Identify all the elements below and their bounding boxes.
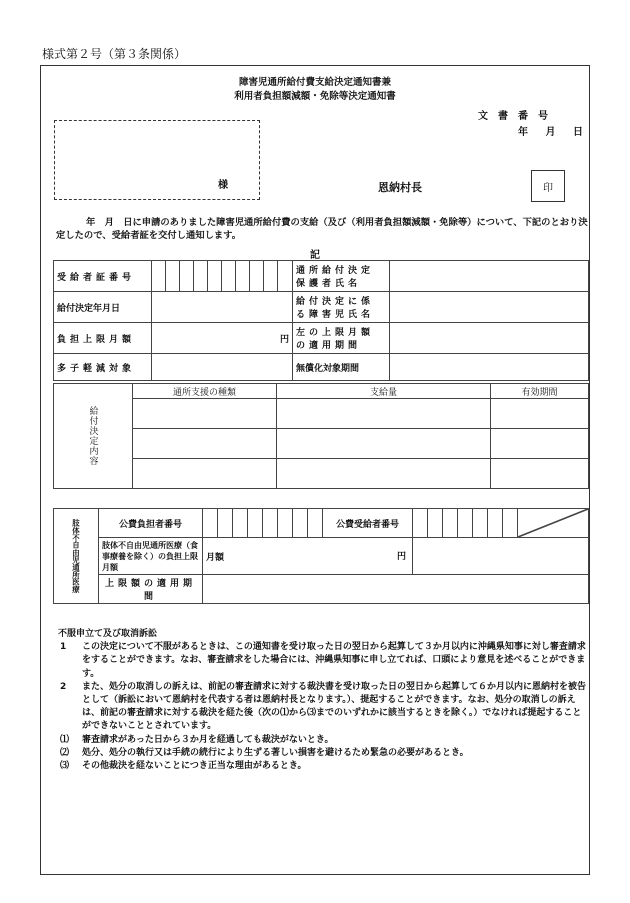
validity-cell — [491, 459, 589, 489]
item-text: その他裁決を経ないことにつき正当な理由があるとき。 — [82, 761, 307, 772]
service-type-cell — [133, 459, 277, 489]
document-title-line1: 障害児通所給付費支給決定通知書兼 — [238, 77, 391, 88]
digit-cell — [443, 509, 458, 538]
medical-cap-value — [203, 538, 413, 575]
benefit-content-table — [53, 383, 589, 489]
amount-cell — [277, 399, 491, 429]
child-name-value — [390, 292, 589, 323]
digit-cell — [180, 261, 194, 292]
digit-cell — [503, 509, 518, 538]
digit-cell — [488, 509, 503, 538]
appeal-paragraph-2 — [58, 681, 590, 734]
digit-cell — [263, 509, 278, 538]
appeal-section — [58, 628, 590, 773]
digit-cell — [248, 509, 263, 538]
digit-cell — [278, 261, 293, 292]
ki-heading: 記 — [310, 250, 320, 261]
amount-cell — [277, 459, 491, 489]
document-number-label: 文書番号 — [478, 111, 558, 122]
digit-cell — [458, 509, 473, 538]
benefit-content-side-label: 給付決定内容 — [54, 384, 133, 489]
amount-cell — [277, 429, 491, 459]
digit-cell — [152, 261, 166, 292]
digit-cell — [203, 509, 218, 538]
notice-body: 年 月 日に申請のありました障害児通所給付費の支給（及び（利用者負担額減額・免除等）について、下記のとおり決定したので、受給者証を交付し通知します。 — [56, 217, 588, 241]
public-payer-number-label: 公費負担者番号 — [99, 509, 203, 538]
yen-unit: 円 — [396, 552, 406, 562]
cap-period-label: 左の上限月額の適用期間 — [293, 323, 390, 354]
digit-cell — [222, 261, 236, 292]
amount-header: 支給量 — [277, 384, 491, 399]
guardian-name-label: 通所給付決定保護者氏名 — [293, 261, 390, 292]
appeal-paragraph-1 — [58, 641, 590, 681]
monthly-cap-value — [152, 323, 293, 354]
item-number: ⑶ — [60, 761, 70, 772]
service-type-cell — [133, 399, 277, 429]
paragraph-number: 2 — [60, 681, 67, 692]
paragraph-text: また、処分の取消しの訴えは、前記の審査請求に対する裁決書を受け取った日の翌日から起算して６か月以内に恩納村を被告として（訴訟において恩納村を代表する者は恩納村長となります。）、提起することができます。なお、処分の取消しの訴えは、前記の審査請求に対する裁決を経た後（次の⑴から⑶までのいずれかに該当するときを除く。）でなければ提起することができないこととされています。 — [82, 681, 587, 732]
digit-cell — [473, 509, 488, 538]
service-type-header: 通所支援の種類 — [133, 384, 277, 399]
validity-cell — [491, 429, 589, 459]
digit-cell — [428, 509, 443, 538]
free-period-label: 無償化対象期間 — [293, 354, 390, 381]
medical-table — [53, 508, 589, 604]
issuer-name: 恩納村長 — [378, 181, 422, 194]
item-text: 処分、処分の執行又は手続の続行により生ずる著しい損害を避けるため緊急の必要があるとき。 — [82, 747, 469, 758]
medical-cap-period-label: 上限額の適用期間 — [99, 575, 203, 604]
appeal-heading: 不服申立て及び取消訴訟 — [58, 629, 158, 639]
appeal-item-1 — [58, 734, 590, 747]
monthly-label: 月額 — [206, 552, 225, 563]
address-window — [54, 120, 260, 200]
paragraph-text: この決定について不服があるときは、この通知書を受け取った日の翌日から起算して３か月以内に沖縄県知事に対し審査請求をすることができます。なお、審査請求をした場合には、沖縄県知事に申し立てれば、口頭により意見を述べることができます。 — [82, 642, 586, 679]
cap-period-value — [390, 323, 589, 354]
validity-cell — [491, 399, 589, 429]
digit-cell — [233, 509, 248, 538]
form-number: 様式第２号（第３条関係） — [42, 47, 187, 61]
monthly-cap-label: 負担上限月額 — [54, 323, 152, 354]
paragraph-number: 1 — [60, 642, 67, 653]
digit-cell — [278, 509, 293, 538]
multi-child-value — [152, 354, 293, 381]
digit-cell — [208, 261, 222, 292]
medical-cap-period-value — [203, 575, 589, 604]
digit-cell — [308, 509, 323, 538]
service-type-cell — [133, 429, 277, 459]
yen-unit: 円 — [279, 334, 289, 345]
medical-cap-blank — [413, 538, 589, 575]
digit-cell — [413, 509, 428, 538]
basic-info-table — [53, 260, 589, 381]
seal-box — [531, 170, 565, 202]
digit-cell — [236, 261, 250, 292]
digit-cell — [194, 261, 208, 292]
appeal-item-2 — [58, 747, 590, 760]
guardian-name-value — [390, 261, 589, 292]
medical-cap-label: 肢体不自由児通所医療（食事療養を除く）の負担上限月額 — [99, 538, 203, 575]
diagonal-cell — [518, 509, 589, 538]
addressee-suffix: 様 — [218, 180, 228, 191]
item-number: ⑵ — [60, 747, 70, 758]
multi-child-label: 多子軽減対象 — [54, 354, 152, 381]
diagonal-line — [518, 509, 588, 537]
appeal-item-3 — [58, 760, 590, 773]
medical-side-label: 肢体不自由児通所医療 — [54, 509, 99, 604]
recipient-cert-number-label: 受給者証番号 — [54, 261, 152, 292]
item-text: 審査請求があった日から３か月を経過しても裁決がないとき。 — [82, 734, 334, 745]
free-period-value — [390, 354, 589, 381]
document-title-line2: 利用者負担額減額・免除等決定通知書 — [234, 91, 396, 102]
item-number: ⑴ — [60, 734, 70, 745]
decision-date-value — [152, 292, 293, 323]
digit-cell — [293, 509, 308, 538]
digit-cell — [264, 261, 278, 292]
public-recipient-number-label: 公費受給者番号 — [323, 509, 413, 538]
validity-header: 有効期間 — [491, 384, 589, 399]
digit-cell — [250, 261, 264, 292]
child-name-label: 給付決定に係る障害児氏名 — [293, 292, 390, 323]
decision-date-label: 給付決定年月日 — [54, 292, 152, 323]
digit-cell — [166, 261, 180, 292]
seal-label: 印 — [543, 182, 553, 194]
date-label: 年 月 日 — [518, 127, 583, 138]
digit-cell — [218, 509, 233, 538]
